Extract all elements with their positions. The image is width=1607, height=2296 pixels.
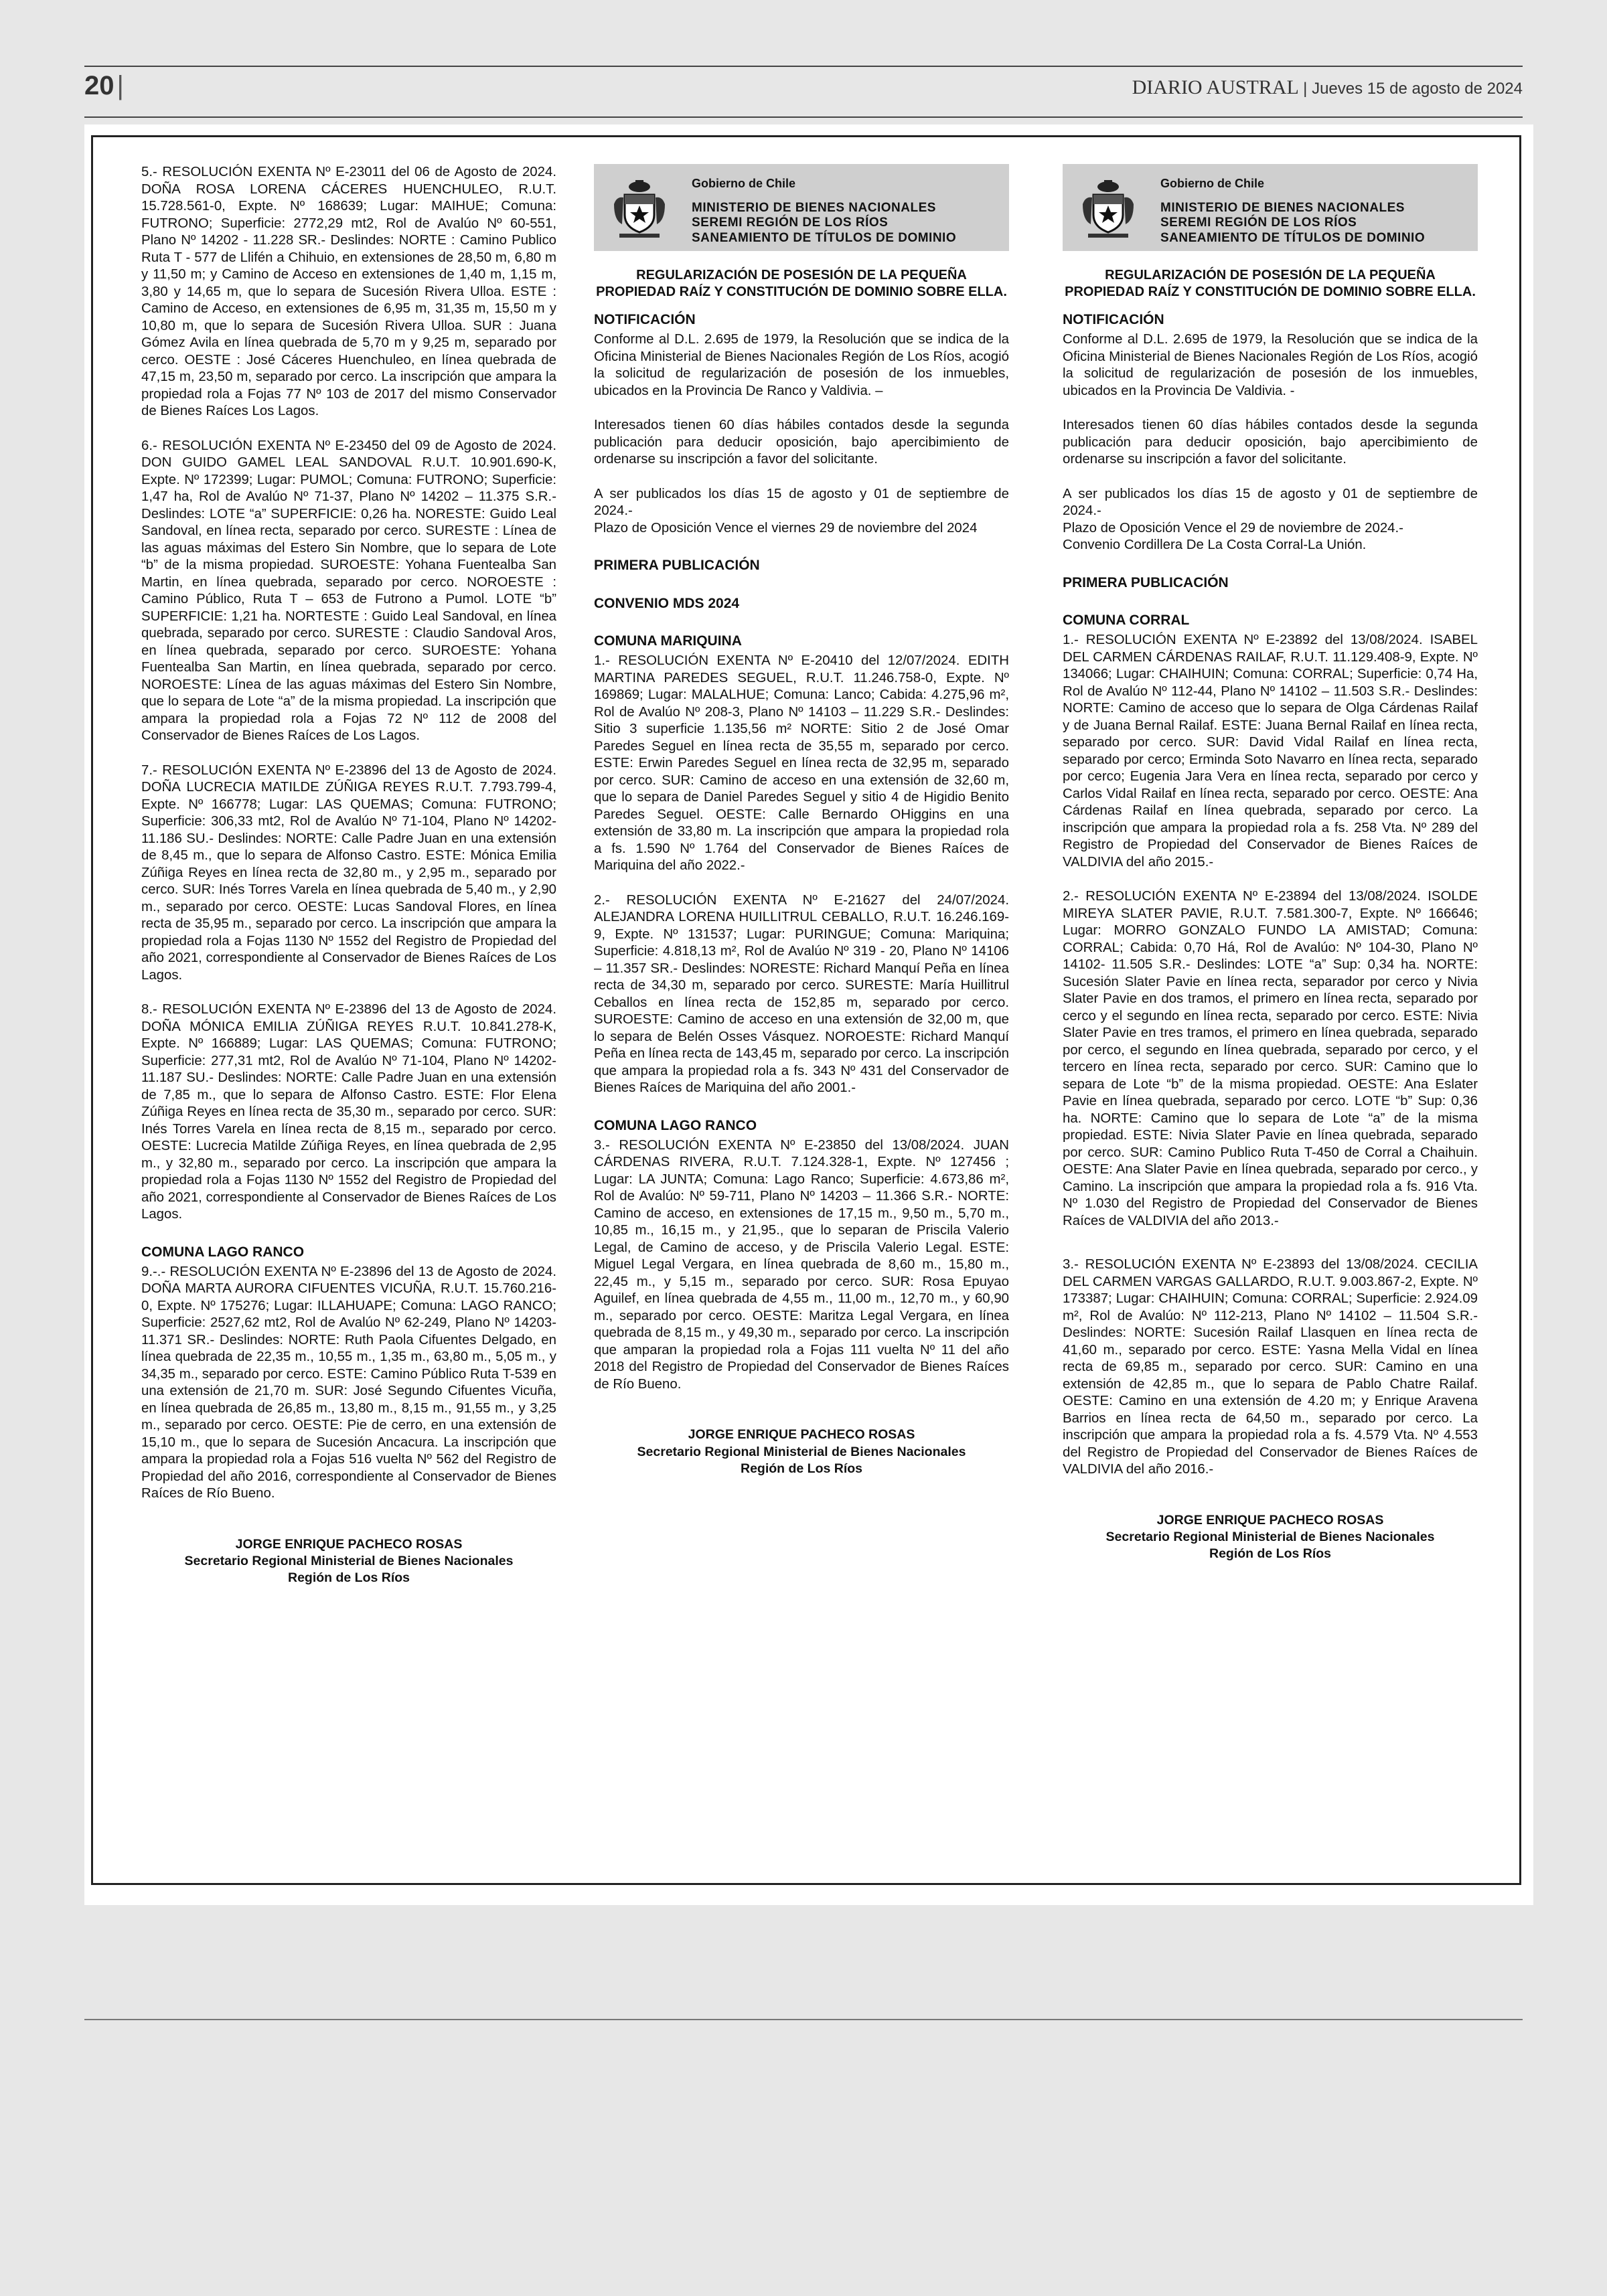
page-number: 20 | (84, 71, 124, 100)
chile-coat-of-arms-icon (610, 177, 669, 240)
masthead (84, 66, 1523, 118)
banner-ministry: MINISTERIO DE BIENES NACIONALES (1160, 200, 1405, 215)
notice-title-line-2: PROPIEDAD RAÍZ Y CONSTITUCIÓN DE DOMINIO SOBRE ELLA. (596, 284, 1007, 299)
notificacion-heading: NOTIFICACIÓN (594, 312, 696, 327)
notice-title (594, 267, 1009, 301)
resolution-7: 7.- RESOLUCIÓN EXENTA Nº E-23896 del 13 de Agosto de 2024. DOÑA LUCRECIA MATILDE ZÚÑIGA REYES R.U.T. 7.793.799-4, Expte. Nº 166778; Lugar: LAS QUEMAS; Comuna: FUTRONO; Superficie: 306,33 mt2, Rol de Avalúo Nº 71-104, Plano Nº 14202-11.186 SU.- Deslindes: NORTE: Calle Padre Juan en una extensión de 8,45 m., que lo separa de Alfonso Castro. ESTE: Mónica Emilia Zúñiga Reyes en línea recta de 32,80 m., y 2,95 m., separado por cerco. SUR: Inés Torres Varela en línea quebrada de 5,40 m., y 2,90 m., separado por cerco. OESTE: Lucas Sandoval Flores, en línea recta de 35,95 m., separado por cerco. La inscripción que ampara la propiedad rola a Fojas 1130 Nº 1552 del Registro de Propiedad del año 2021, correspondiente al Conservador de Bienes Raíces de Los Lagos. (141, 762, 556, 983)
comuna-mariquina-heading: COMUNA MARIQUINA (594, 633, 742, 649)
notificacion-heading: NOTIFICACIÓN (1063, 312, 1164, 327)
banner-saneamiento: SANEAMIENTO DE TÍTULOS DE DOMINIO (692, 231, 957, 246)
banner-text (692, 176, 956, 246)
resolution-9: 9.-.- RESOLUCIÓN EXENTA Nº E-23896 del 13 de Agosto de 2024. DOÑA MARTA AURORA CIFUENTES VICUÑA, R.U.T. 15.760.216-0, Expte. Nº 175276; Lugar: ILLAHUAPE; Comuna: LAGO RANCO; Superficie: 2527,62 mt2, Rol de Avalúo Nº 62-249, Plano Nº 14203-11.371 SR.- Deslindes: NORTE: Ruth Paola Cifuentes Delgado, en línea quebrada de 22,35 m., 10,55 m., 1,35 m., 63,80 m., 5,05 m., y 34,35 m., separado por cerco. ESTE: Camino Público Ruta T-539 en una extensión de 21,70 m. SUR: José Segundo Cifuentes Vicuña, en línea quebrada de 26,85 m., 13,80 m., 8,15 m., 91,55 m., y 3,25 m., separado por cerco. OESTE: Pie de cerro, en una extensión de 15,10 m., que lo separa de Sucesión Ancacura. La inscripción que ampara la propiedad rola a Fojas 516 vuelta Nº 562 del Registro de Propiedad del año 2016, correspondiente al Conservador de Bienes Raíces de Río Bueno. (141, 1264, 556, 1501)
resolution-6: 6.- RESOLUCIÓN EXENTA Nº E-23450 del 09 de Agosto de 2024. DON GUIDO GAMEL LEAL SANDOVAL R.U.T. 10.901.690-K, Expte. Nº 172399; Lugar: PUMOL; Comuna: FUTRONO; Superficie: 1,47 ha, Rol de Avalúo Nº 71-37, Plano Nº 14202 – 11.375 S.R.- Deslindes: LOTE “a” SUPERFICIE: 0,26 ha. NORESTE: Guido Leal Sandoval, en línea recta, separado por cerco. SURESTE : Línea de las aguas máximas del Estero Sin Nombre, que lo separa de Lote “b” de la misma propiedad. SUROESTE: Yohana Fuentealba San Martin, en línea quebrada, separado por cerco. NOROESTE : Camino Público, Ruta T – 653 de Futrono a Pumol. LOTE “b” SUPERFICIE: 1,21 ha. NORTESTE : Guido Leal Sandoval, en línea quebrada, separado por cerco. SURESTE : Claudio Sandoval Aros, en línea quebrada, separado por cerco. SUROESTE: Yohana Fuentealba San Martin, en línea quebrada, separado por cerco. NOROESTE: Línea de las aguas máximas del Estero Sin Nombre, que lo separa de Lote “a” de la misma propiedad. La inscripción que ampara la propiedad rola a Fojas 72 Nº 112 de 2008 del Conservador de Bienes Raíces de Los Lagos. (141, 438, 556, 743)
signature-block (594, 1426, 1009, 1477)
resolution-5: 5.- RESOLUCIÓN EXENTA Nº E-23011 del 06 de Agosto de 2024. DOÑA ROSA LORENA CÁCERES HUENCHULEO, R.U.T. 15.728.561-0, Expte. Nº 168639; Lugar: MAIHUE; Comuna: FUTRONO; Superficie: 2772,29 mt2, Rol de Avalúo Nº 60-551, Plano Nº 14202 - 11.228 SR.- Deslindes: NORTE : Camino Publico Ruta T - 577 de Llifén a Chihuio, en extensiones de 28,50 m, 6,80 m y 11,50 m; y Camino de Acceso en extensiones de 1,40 m, 1,15 m, 3,80 y 14,65 m, que lo separa de Sucesión Rivera Ulloa. ESTE : Camino de Acceso, en extensiones de 6,95 m, 31,35 m, 15,50 m y 10,80 m, que lo separa de Sucesión Rivera Ulloa. SUR : Juana Gómez Avila en línea quebrada de 5,70 m y 9,25 m, separado por cerco. OESTE : José Cáceres Huenchuleo, en línea quebrada de 47,15 m, 23,50 m, separado por cerco. La inscripción que ampara la propiedad rola a Fojas 77 Nº 103 de 2017 del mismo Conservador de Bienes Raíces Los Lagos. (141, 165, 556, 418)
signature-name: JORGE ENRIQUE PACHECO ROSAS (235, 1536, 463, 1552)
banner-gobierno: Gobierno de Chile (1160, 177, 1265, 190)
signature-title: Secretario Regional Ministerial de Bienes Nacionales (184, 1554, 514, 1569)
column-2 (594, 164, 1009, 1477)
convenio-heading: CONVENIO MDS 2024 (594, 595, 740, 611)
chile-coat-of-arms-icon (1079, 177, 1138, 240)
banner-seremi: SEREMI REGIÓN DE LOS RÍOS (692, 216, 889, 230)
publicados-text: A ser publicados los días 15 de agosto y 01 de septiembre de 2024.- (1063, 486, 1478, 519)
interesados-text: Interesados tienen 60 días hábiles contados desde la segunda publicación para deducir oposición, bajo apercibimiento de ordenarse su inscripción a favor del solicitante. (1063, 418, 1478, 467)
notice-title-line-1: REGULARIZACIÓN DE POSESIÓN DE LA PEQUEÑA (1105, 268, 1436, 282)
corral-resolution-2: 2.- RESOLUCIÓN EXENTA Nº E-23894 del 13/08/2024. ISOLDE MIREYA SLATER PAVIE, R.U.T. 7.581.300-7, Expte. Nº 166646; Lugar: MORRO GONZALO FUNDO LA AMISTAD; Comuna: CORRAL; Cabida: 0,70 Há, Rol de Avalúo: Nº 104-30, Plano Nº 14102- 11.505 S.R.- Deslindes: LOTE “a” Sup: 0,34 ha. NORTE: Sucesión Slater Pavie en línea recta, separador por cerco y Nivia Slater Pavie en dos tramos, el primero en línea recta, separado por cerco y el segundo en línea recta, separado por cerco. ESTE: Nivia Slater Pavie en tres tramos, el primero en línea quebrada, separado por cerco, el segundo en línea quebrada, separado por cerco, y el tercero en línea recta, separado por cerco. SUR: Camino que lo separa de Lote “b” de la misma propiedad. OESTE: Ana Eslater Pavie en línea quebrada, separado por cerco. LOTE “b” Sup: 0,36 ha. NORTE: Camino que lo separa de Lote “a” de la misma propiedad. ESTE: Nivia Slater Pavie en línea quebrada, separado por cerco. SUR: Camino Publico Ruta T-450 de Corral a Chaihuin. OESTE: Ana Slater Pavie en línea quebrada, separado por cerco., y Camino. La inscripción que ampara la propiedad rola a fs. 916 Vta. Nº 1.030 del Registro de Propiedad del Conservador de Bienes Raíces de VALDIVIA del año 2013.- (1063, 889, 1478, 1228)
signature-region: Región de Los Ríos (287, 1570, 410, 1586)
primera-publicacion: PRIMERA PUBLICACIÓN (594, 558, 760, 574)
signature-name: JORGE ENRIQUE PACHECO ROSAS (1156, 1512, 1384, 1528)
primera-publicacion: PRIMERA PUBLICACIÓN (1063, 574, 1229, 590)
notice-title-line-2: PROPIEDAD RAÍZ Y CONSTITUCIÓN DE DOMINIO SOBRE ELLA. (1065, 284, 1476, 299)
signature-region: Región de Los Ríos (1209, 1546, 1331, 1562)
signature-block (1063, 1512, 1478, 1563)
interesados-text: Interesados tienen 60 días hábiles contados desde la segunda publicación para deducir oposición, bajo apercibimiento de ordenarse su inscripción a favor del solicitante. (594, 418, 1009, 467)
column-1 (141, 164, 556, 1587)
corral-resolution-3: 3.- RESOLUCIÓN EXENTA Nº E-23893 del 13/08/2024. CECILIA DEL CARMEN VARGAS GALLARDO, R.U.T. 9.003.867-2, Expte. Nº 173387; Lugar: CHAIHUIN; Comuna: CORRAL; Superficie: 2.924.09 m², Rol de Avalúo: Nº 112-213, Plano Nº 14102 – 11.504 S.R.- Deslindes: NORTE: Sucesión Railaf Llasquen en línea recta de 41,60 m., separado por cerco. ESTE: Yasna Mella Vidal en línea recta de 69,85 m., separado por cerco. SUR: Camino en una extensión de 42,85 m., que lo separa de Pablo Chatre Railaf. OESTE: Camino en una extensión de 4.20 m; y Enrique Aravena Barrios en línea recta de 64,50 m., separado por cerco. La inscripción que ampara la propiedad rola a fs. 4.579 Vta. Nº 4.553 del Registro de Propiedad del Conservador de Bienes Raíces de VALDIVIA del año 2016.- (1063, 1257, 1478, 1477)
mariquina-resolution-2: 2.- RESOLUCIÓN EXENTA Nº E-21627 del 24/07/2024. ALEJANDRA LORENA HUILLITRUL CEBALLO, R.U.T. 16.246.169-9, Expte. Nº 131537; Lugar: PURINGUE; Comuna: Mariquina; Superficie: 4.818,13 m², Rol de Avalúo Nº 319 - 20, Plano Nº 14106 – 11.357 SR.- Deslindes: NORESTE: Richard Manquí Peña en línea recta de 34,30 m, separado por cerco. SURESTE: María Huillitrul Ceballos en línea recta de 152,85 m, separado por cerco. SUROESTE: Camino de acceso en una extensión de 32,00 m, que lo separa de Belén Osses Vásquez. NOROESTE: Richard Manquí Peña en línea recta de 143,45 m, separado por cerco. La inscripción que ampara la propiedad rola a fs. 343 Nº 431 del Conservador de Bienes Raíces de Mariquina del año 2001.- (594, 892, 1009, 1095)
banner-seremi: SEREMI REGIÓN DE LOS RÍOS (1160, 216, 1357, 230)
heading-comuna-lago-ranco: COMUNA LAGO RANCO (141, 1244, 305, 1260)
comuna-corral-heading: COMUNA CORRAL (1063, 612, 1190, 628)
signature-region: Región de Los Ríos (740, 1461, 862, 1476)
notificacion-text: Conforme al D.L. 2.695 de 1979, la Resolución que se indica de la Oficina Ministerial de Bienes Nacionales Región de Los Ríos, acogió la solicitud de regularización de posesión de los inmuebles, ubicados en la Provincia De Valdivia. - (1063, 332, 1478, 398)
footer-rule (84, 2019, 1523, 2020)
ministry-banner (1063, 164, 1478, 251)
mariquina-resolution-1: 1.- RESOLUCIÓN EXENTA Nº E-20410 del 12/07/2024. EDITH MARTINA PAREDES SEGUEL, R.U.T. 11.246.758-0, Expte. Nº 169869; Lugar: MALALHUE; Comuna: Lanco; Cabida: 4.275,96 m², Rol de Avalúo Nº 208-3, Plano Nº 14103 – 11.229 S.R.- Deslindes: Sitio 3 superficie 1.135,56 m² NORTE: Sitio 2 de José Omar Paredes Seguel en línea recta de 35,55 m, separado por cerco. ESTE: Erwin Paredes Seguel en línea recta de 32,95 m, separado por cerco. SUR: Camino de acceso en una extensión de 32,60 m, que lo separa de Daniel Paredes Seguel y sitio 4 de Higidio Benito Paredes Seguel. OESTE: Calle Bernardo OHiggins en una extensión de 33,80 m. La inscripción que ampara la propiedad rola a fs. 1.590 Nº 1.764 del Conservador de Bienes Raíces de Mariquina del año 2022.- (594, 653, 1009, 873)
notice-frame (91, 135, 1521, 1885)
banner-ministry: MINISTERIO DE BIENES NACIONALES (692, 200, 936, 215)
corral-resolution-1: 1.- RESOLUCIÓN EXENTA Nº E-23892 del 13/08/2024. ISABEL DEL CARMEN CÁRDENAS RAILAF, R.U.T. 11.129.408-9, Expte. Nº 134066; Lugar: CHAIHUIN; Comuna: CORRAL; Superficie: 0,74 Ha, Rol de Avalúo Nº 112-44, Plano Nº 14102 – 11.503 S.R.- Deslindes: NORTE: Camino de acceso que lo separa de Olga Cárdenas Railaf y de Juana Bernal Railaf. ESTE: Juana Bernal Railaf en línea recta, separado por cerco. SUR: David Vidal Railaf en línea recta, separado por cerco; Erminda Soto Navarro en línea recta, separado por cerco; Eugenia Jara Vera en línea recta, separado por cerco y Carlos Vidal Railaf en línea recta, separado por cerco. OESTE: Ana Cárdenas Railaf en línea quebrada, separado por cerco. La inscripción que ampara la propiedad rola a fs. 258 Vta. Nº 289 del Registro de Propiedad del Conservador de Bienes Raíces de VALDIVIA del año 2015.- (1063, 633, 1478, 870)
comuna-lago-ranco-heading: COMUNA LAGO RANCO (594, 1117, 757, 1133)
plazo-text: Plazo de Oposición Vence el viernes 29 de noviembre del 2024 (594, 520, 978, 536)
banner-text (1160, 176, 1425, 246)
notice-title-line-1: REGULARIZACIÓN DE POSESIÓN DE LA PEQUEÑA (636, 268, 967, 282)
signature-title: Secretario Regional Ministerial de Bienes Nacionales (637, 1444, 966, 1459)
plazo-text: Plazo de Oposición Vence el 29 de noviembre de 2024.- (1063, 520, 1403, 536)
lago-ranco-resolution-3: 3.- RESOLUCIÓN EXENTA Nº E-23850 del 13/08/2024. JUAN CÁRDENAS RIVERA, R.U.T. 7.124.328-1, Expte. Nº 127456 ; Lugar: LA JUNTA; Comuna: Lago Ranco; Superficie: 4.673,86 m², Rol de Avalúo: Nº 59-711, Plano Nº 14203 – 11.366 S.R.- NORTE: Camino de acceso, en extensiones de 17,15 m., 9,50 m., 5,70 m., 10,85 m., 16,15 m., y 21,95., que lo separan de Priscila Valerio Legal, de Camino de acceso, y de Priscila Valerio Legal. ESTE: Miguel Legal Vergara, en línea quebrada de 8,60 m., 15,80 m., 22,45 m., y 5,15 m., separado por cerco. SUR: Rosa Epuyao Aguilef, en línea quebrada de 4,55 m., 11,00 m., 12,70 m., y 60,90 m., separado por cerco. OESTE: Maritza Legal Vergara, en línea quebrada de 8,15 m., y 49,30 m., separado por cerco. La inscripción que amparan la propiedad rola a Fojas 111 vuelta Nº 11 del año 2018 del Registro de Propiedad del Conservador de Bienes Raíces de Río Bueno. (594, 1137, 1009, 1392)
signature-block (141, 1536, 556, 1587)
banner-gobierno: Gobierno de Chile (692, 177, 796, 190)
resolution-8: 8.- RESOLUCIÓN EXENTA Nº E-23896 del 13 de Agosto de 2024. DOÑA MÓNICA EMILIA ZÚÑIGA REYES R.U.T. 10.841.278-K, Expte. Nº 166889; Lugar: LAS QUEMAS; Comuna: FUTRONO; Superficie: 277,31 mt2, Rol de Avalúo Nº 71-104, Plano Nº 14202-11.187 SU.- Deslindes: NORTE: Calle Padre Juan en una extensión de 7,85 m., que lo separa de Alfonso Castro. ESTE: Flor Elena Zúñiga Reyes en línea recta de 35,30 m., separado por cerco. SUR: Inés Torres Varela en línea recta de 8,15 m., separado por cerco. OESTE: Lucrecia Matilde Zúñiga Reyes, en línea quebrada de 2,95 m., y 32,80 m., separado por cerco. La inscripción que ampara la propiedad rola a Fojas 1130 Nº 1552 del Registro de Propiedad del año 2021, correspondiente al Conservador de Bienes Raíces de Los Lagos. (141, 1002, 556, 1222)
paper-name: DIARIO AUSTRAL (1132, 76, 1298, 98)
column-3 (1063, 164, 1478, 1563)
notificacion-text: Conforme al D.L. 2.695 de 1979, la Resolución que se indica de la Oficina Ministerial de Bienes Nacionales Región de Los Ríos, acogió la solicitud de regularización de posesión de los inmuebles, ubicados en la Provincia De Ranco y Valdivia. – (594, 332, 1009, 398)
signature-title: Secretario Regional Ministerial de Bienes Nacionales (1105, 1530, 1435, 1545)
notice-sheet (84, 125, 1533, 1905)
notice-title (1063, 267, 1478, 301)
page-number-divider: | (117, 71, 124, 100)
ministry-banner (594, 164, 1009, 251)
signature-name: JORGE ENRIQUE PACHECO ROSAS (688, 1427, 915, 1443)
banner-saneamiento: SANEAMIENTO DE TÍTULOS DE DOMINIO (1160, 231, 1426, 246)
convenio-text: Convenio Cordillera De La Costa Corral-La Unión. (1063, 538, 1367, 553)
masthead-paper (1132, 76, 1523, 99)
publicados-text: A ser publicados los días 15 de agosto y 01 de septiembre de 2024.- (594, 486, 1009, 519)
issue-date: | Jueves 15 de agosto de 2024 (1303, 80, 1523, 98)
